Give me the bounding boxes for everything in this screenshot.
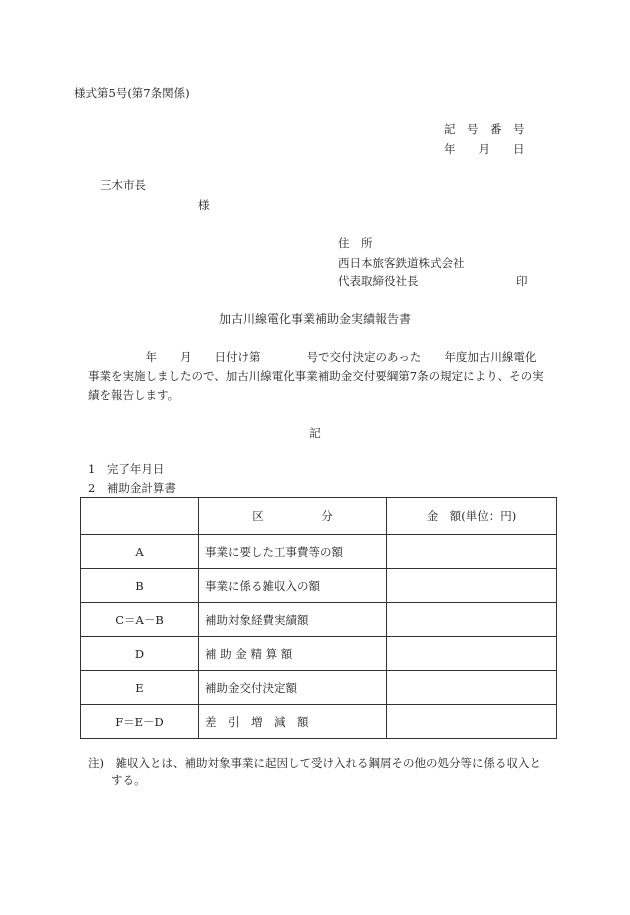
row-description: 差 引 増 減 額 xyxy=(199,705,387,739)
row-code: B xyxy=(81,569,199,603)
row-code: D xyxy=(81,637,199,671)
sender-company: 西日本旅客鉄道株式会社 xyxy=(338,256,465,270)
table-row xyxy=(81,535,557,569)
footnote xyxy=(88,755,558,789)
body-line: 績を報告します。 xyxy=(88,388,180,402)
table-row xyxy=(81,569,557,603)
row-amount[interactable] xyxy=(387,637,557,671)
table-row xyxy=(81,671,557,705)
row-amount[interactable] xyxy=(387,569,557,603)
table-row xyxy=(81,637,557,671)
sender-address-label: 住 所 xyxy=(338,236,373,250)
row-amount[interactable] xyxy=(387,671,557,705)
report-body xyxy=(88,348,562,405)
body-line: 事業を実施しましたので、加古川線電化事業補助金交付要綱第7条の規定により、その実 xyxy=(88,369,544,383)
footnote-line: する。 xyxy=(88,773,146,787)
table-row xyxy=(81,705,557,739)
row-amount[interactable] xyxy=(387,705,557,739)
table-header-row xyxy=(81,498,557,535)
row-code: F＝E－D xyxy=(81,705,199,739)
row-description: 事業に要した工事費等の額 xyxy=(199,535,387,569)
row-description: 補助対象経費実績額 xyxy=(199,603,387,637)
document-date-label: 年 月 日 xyxy=(444,142,525,156)
table-row xyxy=(81,603,557,637)
recipient-name: 三木市長 xyxy=(100,178,146,192)
row-description: 補 助 金 精 算 額 xyxy=(199,637,387,671)
document-title: 加古川線電化事業補助金実績報告書 xyxy=(218,312,411,326)
table-header-amount: 金 額(単位：円) xyxy=(387,498,557,535)
row-code: C＝A－B xyxy=(81,603,199,637)
seal-mark: 印 xyxy=(516,274,528,288)
document-number-label: 記 号 番 号 xyxy=(444,122,525,136)
row-description: 補助金交付決定額 xyxy=(199,671,387,705)
form-number-label: 様式第5号(第7条関係) xyxy=(74,86,190,100)
recipient-honorific: 様 xyxy=(198,198,210,212)
item-calculation-sheet: 2 補助金計算書 xyxy=(88,481,176,495)
sender-representative: 代表取締役社長 xyxy=(338,274,419,288)
footnote-line: 注) 雑収入とは、補助対象事業に起因して受け入れる鋼屑その他の処分等に係る収入と xyxy=(88,756,541,770)
item-completion-date: 1 完了年月日 xyxy=(88,462,165,476)
subsidy-calculation-table xyxy=(80,497,557,739)
table-header-code xyxy=(81,498,199,535)
row-amount[interactable] xyxy=(387,603,557,637)
row-code: A xyxy=(81,535,199,569)
row-code: E xyxy=(81,671,199,705)
body-line: 年 月 日付け第 号で交付決定のあった 年度加古川線電化 xyxy=(88,350,537,364)
row-amount[interactable] xyxy=(387,535,557,569)
ki-heading: 記 xyxy=(309,426,321,440)
table-header-category: 区 分 xyxy=(199,498,387,535)
row-description: 事業に係る雑収入の額 xyxy=(199,569,387,603)
